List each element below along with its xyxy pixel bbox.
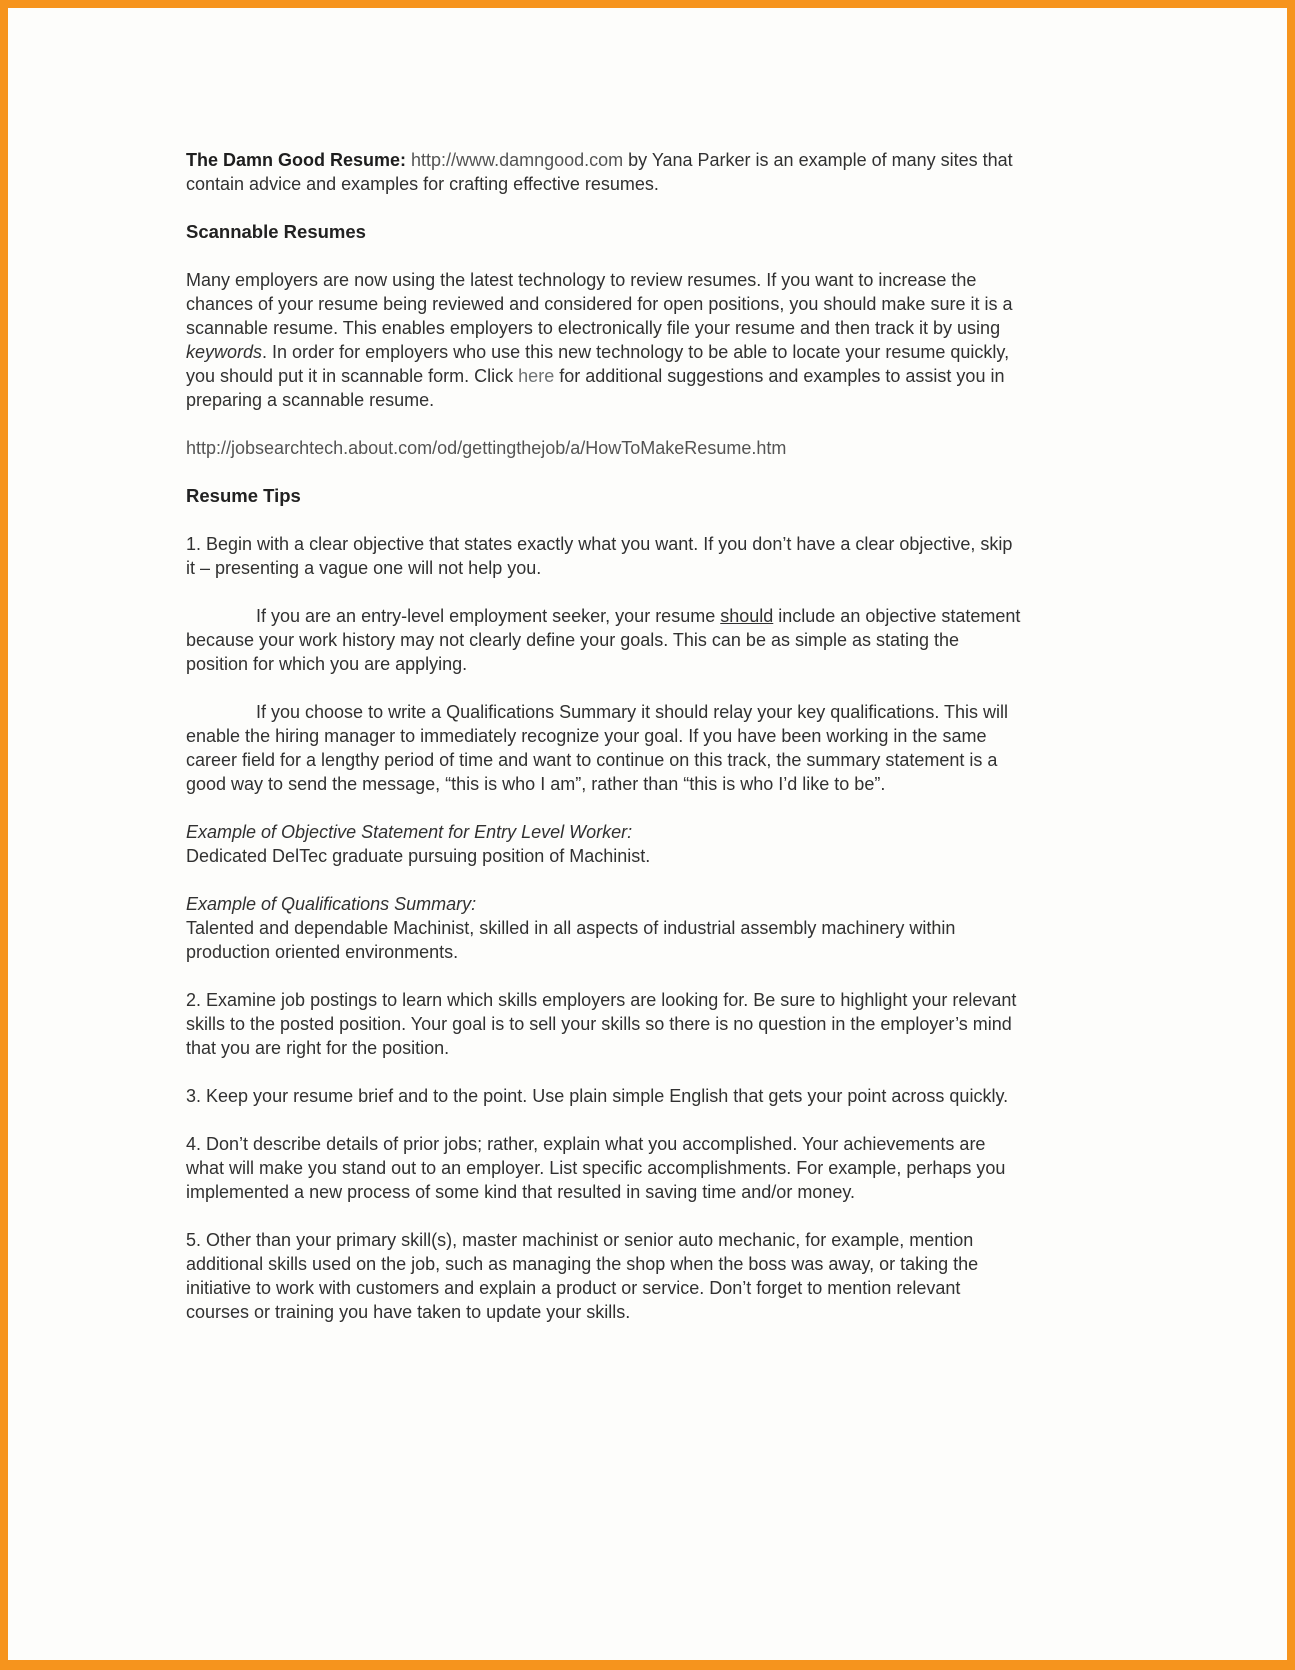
- resume-tips-heading: Resume Tips: [186, 485, 301, 506]
- should-underlined: should: [720, 606, 774, 626]
- tip-item-4: 4. Don’t describe details of prior jobs; rather, explain what you accomplished. Your achievements are what will make you stand out to an employer. List specific accomplishments. For example, perhaps you implemented a new process of some kind that resulted in saving time and/or money.: [186, 1134, 1006, 1202]
- keywords-italic: keywords: [186, 342, 263, 362]
- tip-item-1: 1. Begin with a clear objective that states exactly what you want. If you don’t have a clear objective, skip it – presenting a vague one will not help you.: [186, 534, 1013, 578]
- qualifications-summary-paragraph: If you choose to write a Qualifications Summary it should relay your key qualifications. This will enable the hiring manager to immediately recognize your goal. If you have been working in the same career field for a lengthy period of time and want to continue on this track, the summary statement is a good way to send the message, “this is who I am”, rather than “this is who I’d like to be”.: [186, 702, 1008, 794]
- document-page: [8, 8, 1021, 1324]
- doc-title: The Damn Good Resume:: [186, 150, 407, 170]
- tip-item-3: 3. Keep your resume brief and to the point. Use plain simple English that gets your point across quickly.: [186, 1086, 1009, 1106]
- scannable-text-2: . In order for employers who use this new technology to be able to locate your resume quickly, you should put it in scannable form. Click: [186, 342, 1010, 386]
- example-objective-label: Example of Objective Statement for Entry Level Worker:: [186, 822, 633, 842]
- example-qualifications-text: Talented and dependable Machinist, skilled in all aspects of industrial assembly machinery within production oriented environments.: [186, 918, 956, 962]
- example-objective-text: Dedicated DelTec graduate pursuing position of Machinist.: [186, 846, 651, 866]
- example-qualifications-block: [186, 892, 1021, 964]
- example-qualifications-label: Example of Qualifications Summary:: [186, 894, 477, 914]
- entry-level-text-2: include an objective statement because your work history may not clearly define your goals. This can be as simple as stating the position for which you are applying.: [186, 606, 1021, 674]
- here-link[interactable]: here: [518, 366, 555, 386]
- jobsearchtech-url-link[interactable]: http://jobsearchtech.about.com/od/gettingthejob/a/HowToMakeResume.htm: [186, 438, 787, 458]
- scannable-text-3: for additional suggestions and examples to assist you in preparing a scannable resume.: [186, 366, 1005, 410]
- intro-paragraph: [186, 148, 1021, 196]
- intro-text: by Yana Parker is an example of many sites that contain advice and examples for crafting effective resumes.: [186, 150, 1013, 194]
- tip-item-2: 2. Examine job postings to learn which skills employers are looking for. Be sure to highlight your relevant skills to the posted position. Your goal is to sell your skills so there is no question in the employer’s mind that you are right for the position.: [186, 990, 1017, 1058]
- entry-level-paragraph: [186, 604, 1021, 676]
- scannable-text-1: Many employers are now using the latest technology to review resumes. If you want to increase the chances of your resume being reviewed and considered for open positions, you should make sure it is a scannable resume. This enables employers to electronically file your resume and then track it by using: [186, 270, 1013, 338]
- scannable-paragraph: [186, 268, 1021, 412]
- entry-level-text-1: If you are an entry-level employment seeker, your resume: [256, 606, 721, 626]
- tip-item-5: 5. Other than your primary skill(s), master machinist or senior auto mechanic, for example, mention additional skills used on the job, such as managing the shop when the boss was away, or taking the initiative to work with customers and explain a product or service. Don’t forget to mention relevant courses or training you have taken to update your skills.: [186, 1230, 979, 1322]
- scannable-resumes-heading: Scannable Resumes: [186, 221, 366, 242]
- damngood-url-link[interactable]: http://www.damngood.com: [406, 150, 629, 170]
- example-objective-block: [186, 820, 1021, 868]
